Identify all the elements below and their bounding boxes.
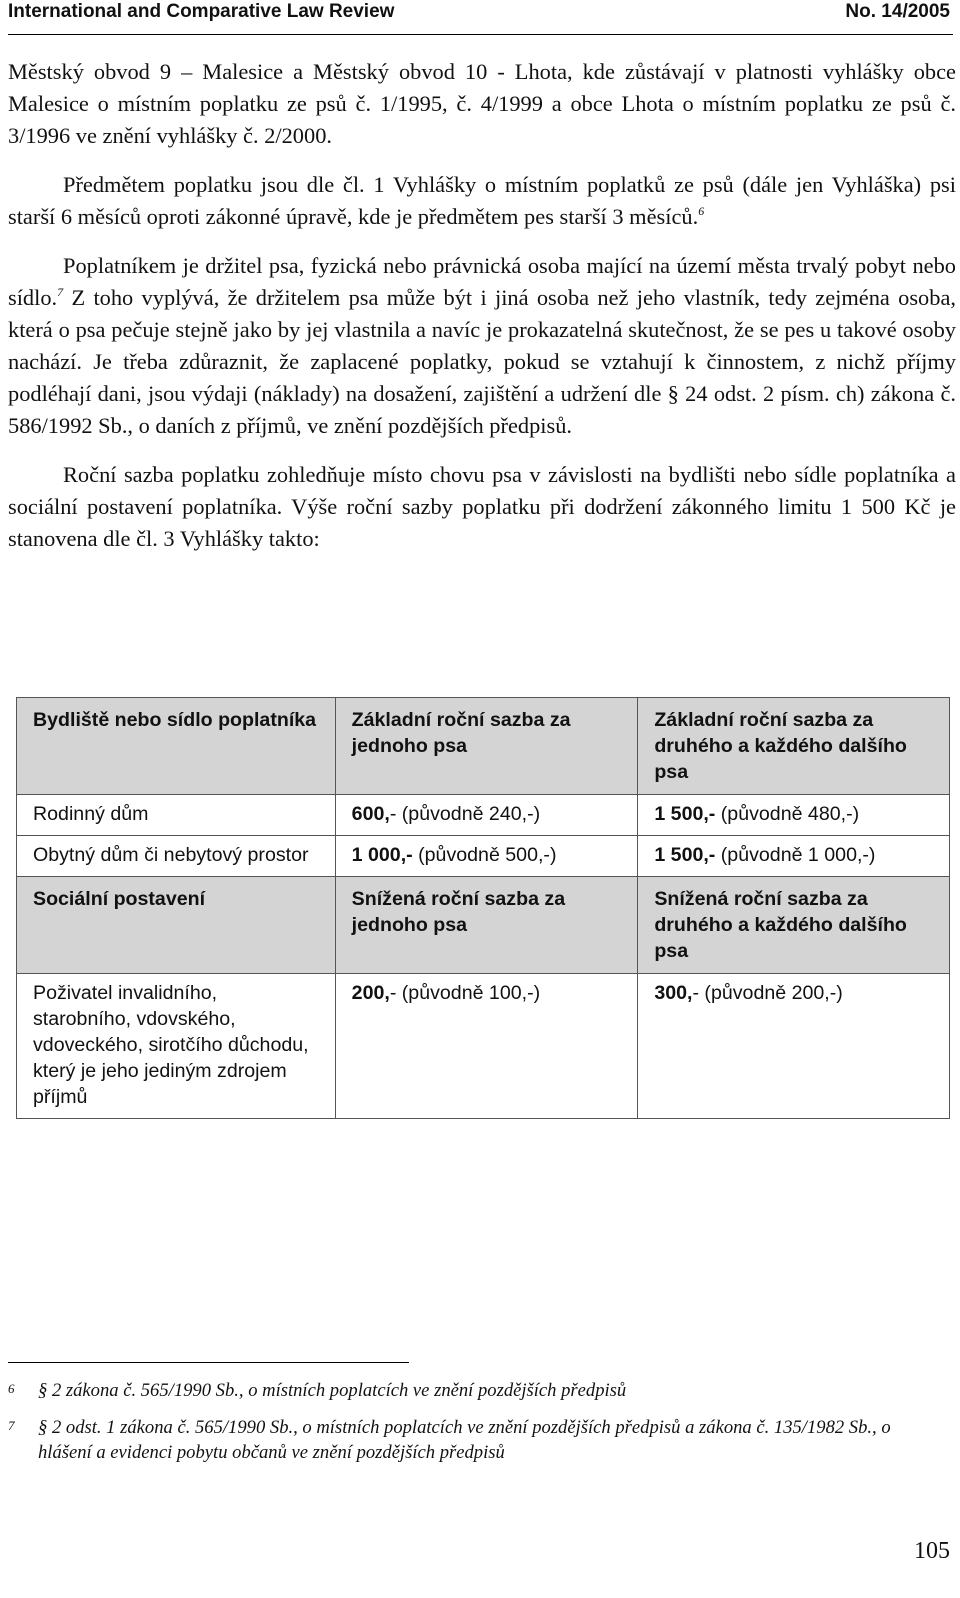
rate-note: (původně 1 000,-) [715, 844, 876, 866]
footnote [8, 1415, 948, 1465]
table-subheader-row [17, 877, 950, 974]
paragraph [8, 250, 956, 442]
table-header-cell: Bydliště nebo sídlo poplatníka [17, 698, 336, 795]
table-header-cell: Sociální postavení [17, 877, 336, 974]
table-cell [638, 836, 950, 877]
table-cell [335, 836, 638, 877]
rate-note: - (původně 100,-) [389, 982, 541, 1004]
table-row [17, 974, 950, 1119]
footnote-separator [8, 1362, 409, 1363]
paragraph [8, 169, 956, 233]
footnote-ref[interactable]: 6 [698, 204, 705, 218]
fee-table [16, 697, 950, 1119]
footnote-text: § 2 odst. 1 zákona č. 565/1990 Sb., o místních poplatcích ve znění pozdějších předpisů a zákona č. 135/1982 Sb., o hlášení a evidenci pobytu občanů ve znění pozdějších předpisů [38, 1417, 891, 1463]
footnotes [8, 1378, 948, 1465]
table-cell [638, 795, 950, 836]
paragraph-text: Městský obvod 9 – Malesice a Městský obvod 10 - Lhota, kde zůstávají v platnosti vyhlášky obce Malesice o místním poplatku ze psů č. 1/1995, č. 4/1999 a obce Lhota o místním poplatku ze psů č. 3/1996 ve znění vyhlášky č. 2/2000. [8, 59, 956, 148]
rate-value: 1 000,- [351, 844, 413, 866]
paragraph-text: Z toho vyplývá, že držitelem psa může být i jiná osoba než jeho vlastník, tedy zejména osoba, která o psa pečuje stejně jako by jej vlastnila a navíc je prokazatelná skutečnost, že se pes u takové osoby nachází. Je třeba zdůraznit, že zaplacené poplatky, pokud se vztahují k činnostem, z nichž příjmy podléhají dani, jsou výdaji (náklady) na dosažení, zajištění a udržení dle § 24 odst. 2 písm. ch) zákona č. 586/1992 Sb., o daních z příjmů, ve znění pozdějších předpisů. [8, 285, 956, 438]
paragraph [8, 56, 956, 152]
running-header [8, 0, 953, 35]
table-row [17, 836, 950, 877]
table-row [17, 795, 950, 836]
rate-value: 200, [351, 982, 390, 1004]
table-cell: Poživatel invalidního, starobního, vdovského, vdoveckého, sirotčího důchodu, který je jeho jediným zdrojem příjmů [17, 974, 336, 1119]
issue-number: No. 14/2005 [845, 1, 950, 22]
footnote-ref[interactable]: 7 [57, 285, 64, 299]
paragraph-text: Roční sazba poplatku zohledňuje místo chovu psa v závislosti na bydlišti nebo sídle poplatníka a sociální postavení poplatníka. Výše roční sazby poplatku při dodržení zákonného limitu 1 500 Kč je stanovena dle čl. 3 Vyhlášky takto: [8, 462, 956, 551]
table-header-cell: Základní roční sazba za druhého a každého dalšího psa [638, 698, 950, 795]
table-cell: Rodinný dům [17, 795, 336, 836]
table-header-cell: Základní roční sazba za jednoho psa [335, 698, 638, 795]
table-header-row [17, 698, 950, 795]
table-cell: Obytný dům či nebytový prostor [17, 836, 336, 877]
rate-note: (původně 480,-) [715, 803, 860, 825]
journal-title: International and Comparative Law Review [8, 1, 395, 22]
table-cell [335, 974, 638, 1119]
rate-note: - (původně 240,-) [389, 803, 541, 825]
table-header-cell: Snížená roční sazba za druhého a každého dalšího psa [638, 877, 950, 974]
table-cell [335, 795, 638, 836]
paragraph-text: Předmětem poplatku jsou dle čl. 1 Vyhlášky o místním poplatků ze psů (dále jen Vyhláška) psi starší 6 měsíců oproti zákonné úpravě, kde je předmětem pes starší 3 měsíců. [8, 172, 956, 229]
footnote [8, 1378, 948, 1403]
footnote-text: § 2 zákona č. 565/1990 Sb., o místních poplatcích ve znění pozdějších předpisů [38, 1380, 627, 1401]
table-cell [638, 974, 950, 1119]
rate-value: 300, [654, 982, 693, 1004]
footnote-number: 7 [8, 1418, 15, 1433]
rate-value: 1 500,- [654, 803, 716, 825]
rate-note: - (původně 200,-) [692, 982, 843, 1004]
rate-value: 600, [351, 803, 390, 825]
paragraph-text: Poplatníkem je držitel psa, fyzická nebo právnická osoba mající na území města trvalý pobyt nebo sídlo. [8, 253, 956, 310]
table-header-cell: Snížená roční sazba za jednoho psa [335, 877, 638, 974]
rate-note: (původně 500,-) [412, 844, 557, 866]
body-text [8, 56, 956, 555]
page-number: 105 [914, 1538, 950, 1564]
rate-value: 1 500,- [654, 844, 716, 866]
footnote-number: 6 [8, 1381, 15, 1396]
paragraph [8, 459, 956, 555]
